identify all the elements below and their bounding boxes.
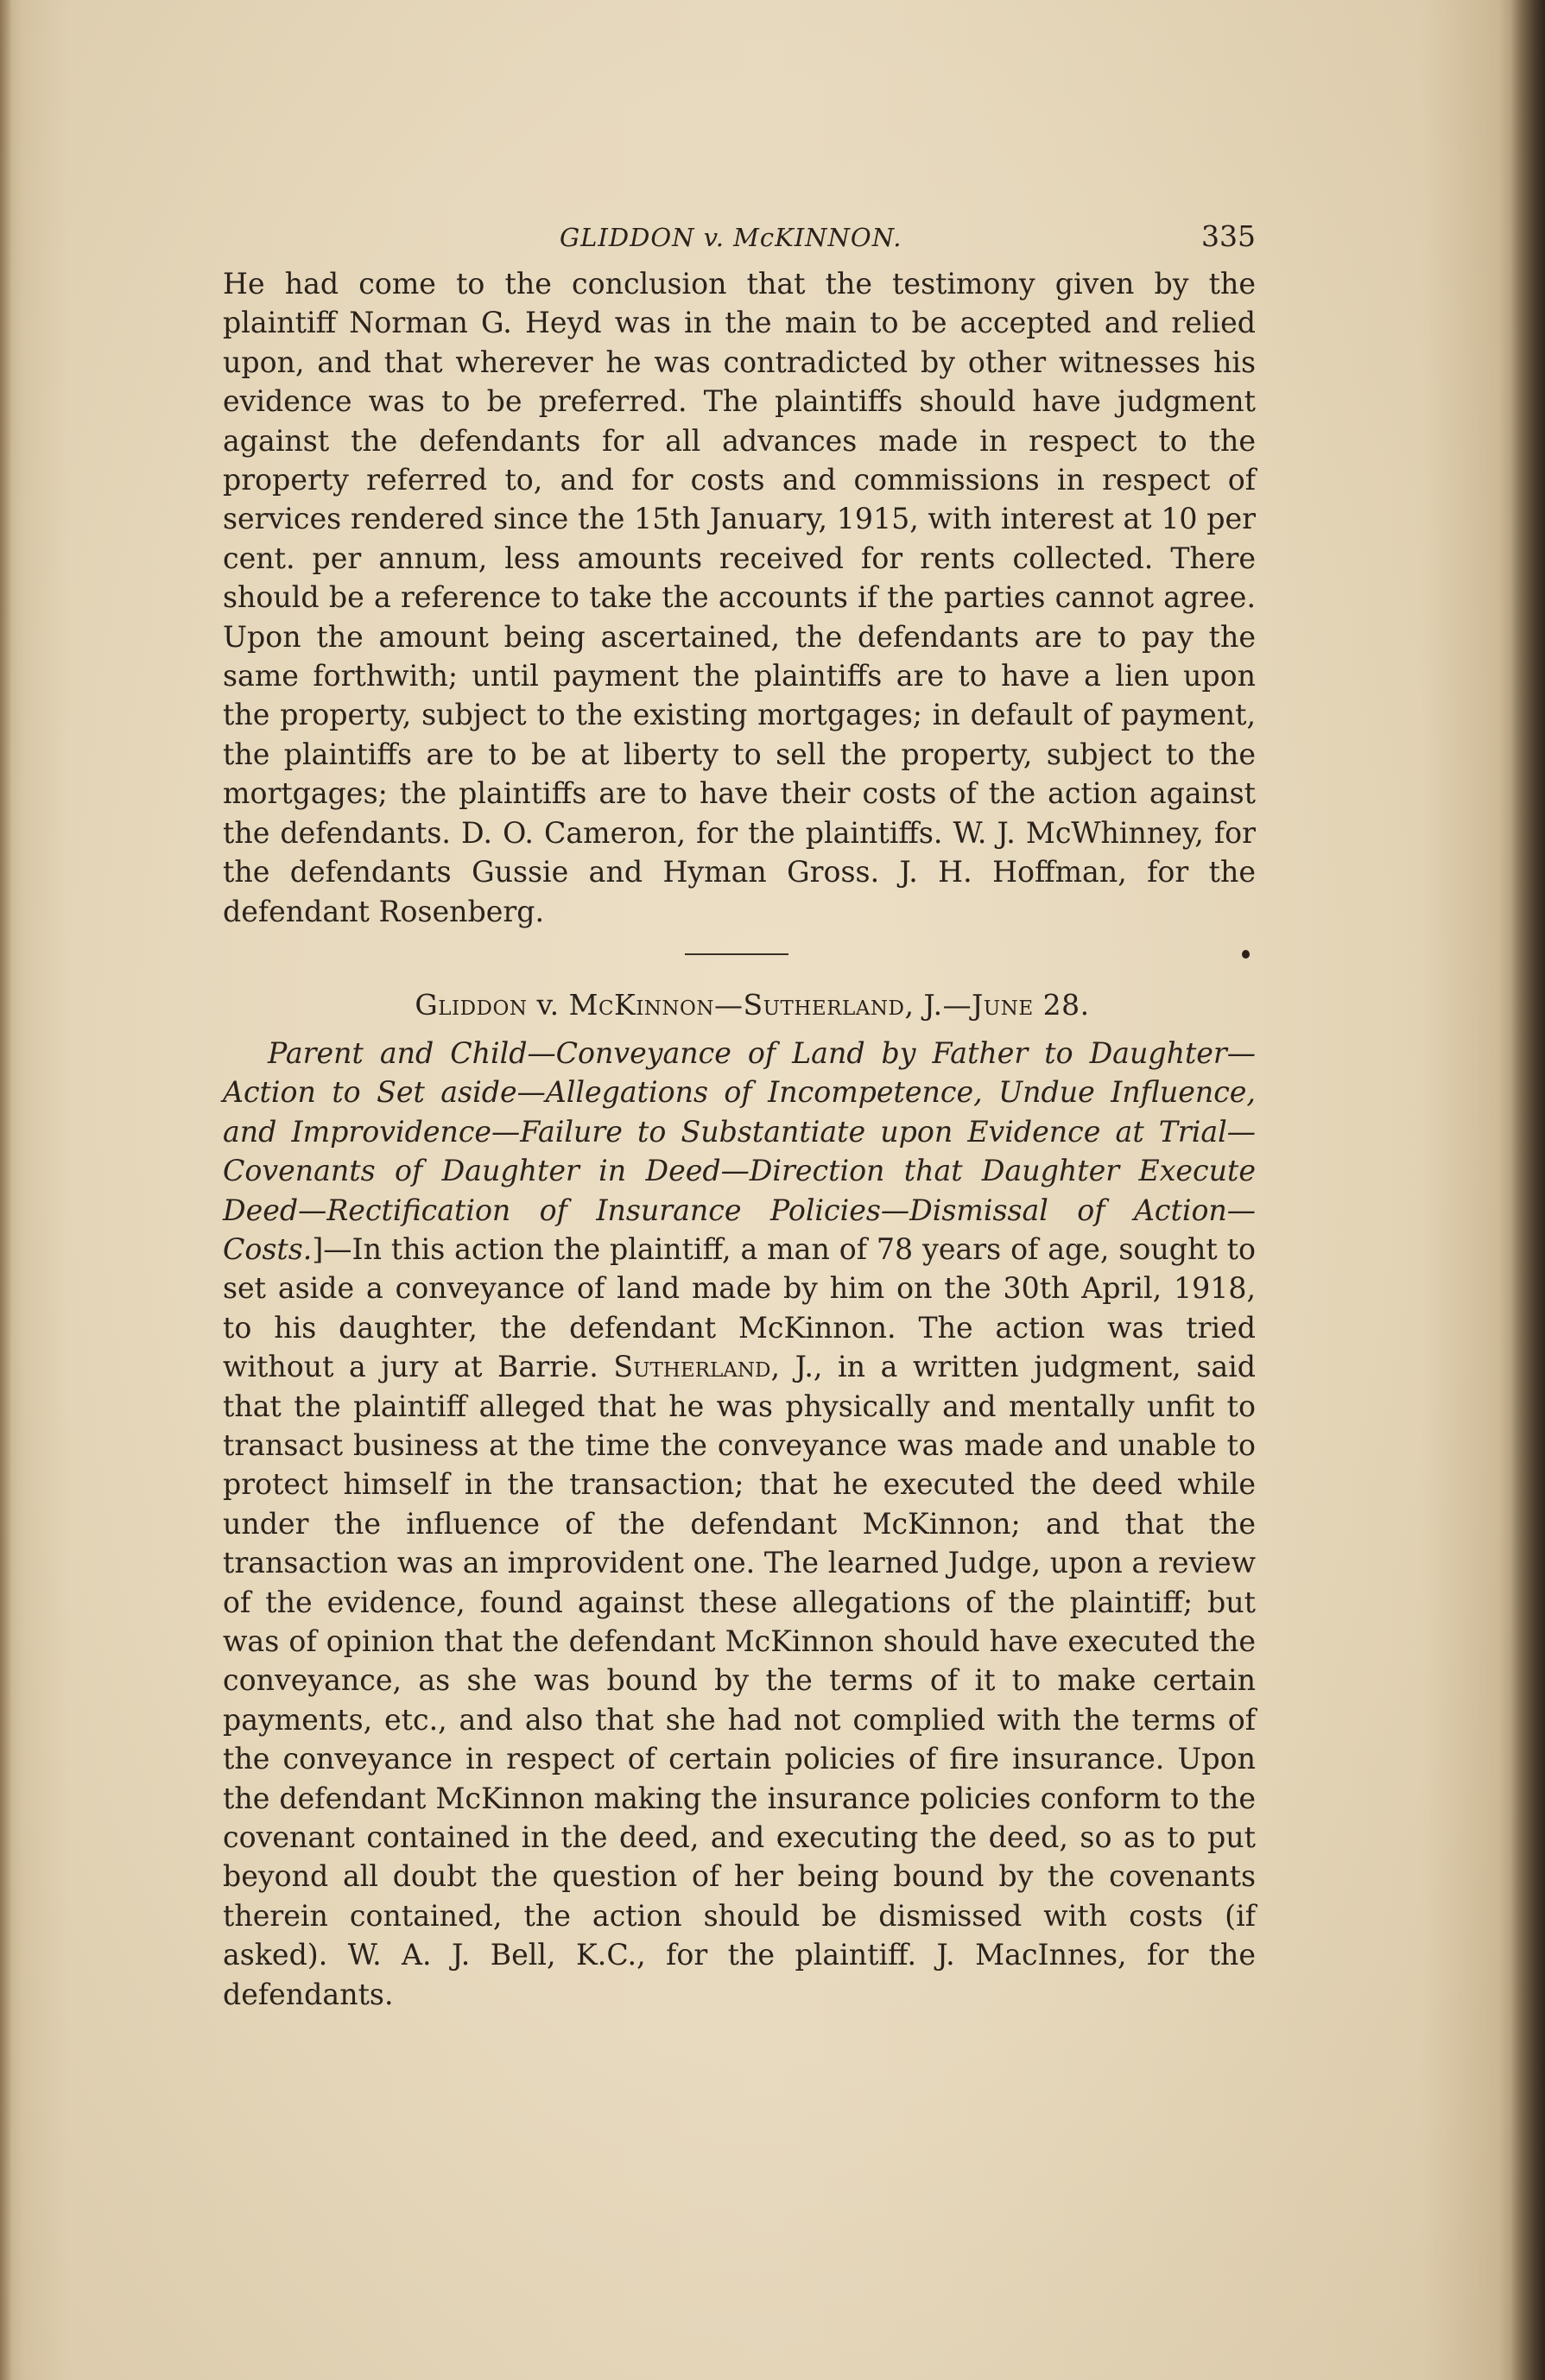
- ink-spot: [1242, 950, 1250, 959]
- section-divider: [685, 953, 788, 955]
- page-left-edge: [0, 0, 12, 2380]
- section-divider-row: [223, 931, 1256, 979]
- case-month: June: [972, 987, 1034, 1022]
- case-headnote: Parent and Child—Conveyance of Land by Father to Daughter—Action to Set aside—Allegations of Incompetence, Undue Influence, and Improvidence—Failure to Substantiate upon Evidence at Trial—Covenants of Daughter in Deed—Direction that Daughter Execute Deed—Rectification of Insurance Policies—Dismissal of Action—Costs.: [223, 1035, 1256, 1266]
- running-title: GLIDDON v. McKINNON.: [560, 223, 902, 252]
- page-number: 335: [1201, 219, 1256, 253]
- case-body-part-1: ]—In this action the plaintiff, a man of 78 years of age, sought to set aside a conveyance of land made by him on the 30th April, 1918, to his daughter, the defendant McKinnon. The action was tried without a jury at Barrie.: [223, 1231, 1256, 1384]
- case-party-2: McKinnon: [568, 987, 715, 1022]
- case-party-1: Gliddon: [415, 987, 528, 1022]
- case-judge-suffix: , J.—: [904, 987, 972, 1022]
- paragraph-continuation: [223, 264, 1256, 931]
- page-content: [223, 216, 1256, 2014]
- binding-shadow: [1510, 0, 1545, 2380]
- paragraph-1-text: He had come to the conclusion that the testimony given by the plaintiff Norman G. Heyd was in the main to be accepted and relied upon, and that wherever he was contradicted by other witnesses his evidence was to be preferred. The plaintiffs should have judgment against the defendants for all advances made in respect to the property referred to, and for costs and commissions in respect of services rendered since the 15th January, 1915, with interest at 10 per cent. per annum, less amounts received for rents collected. There should be a reference to take the accounts if the parties cannot agree. Upon the amount being ascertained, the defendants are to pay the same forthwith; until payment the plaintiffs are to have a lien upon the property, subject to the existing mortgages; in default of payment, the plaintiffs are to be at liberty to sell the property, subject to the mortgages; the plaintiffs are to have their costs of the action against the defendants. D. O. Cameron, for the plaintiffs. W. J. McWhinney, for the defendants Gussie and Hyman Gross. J. H. Hoffman, for the defendant Rosenberg.: [223, 267, 1256, 928]
- running-head: [223, 216, 1256, 264]
- case-day: 28.: [1033, 987, 1090, 1022]
- case-paragraph: [223, 1034, 1256, 2014]
- case-judge: Sutherland: [743, 987, 905, 1022]
- case-body-judge: Sutherland: [613, 1350, 771, 1384]
- case-heading: [223, 988, 1256, 1022]
- case-body-part-2: , J., in a written judgment, said that the plaintiff alleged that he was physically and mentally unfit to transact business at the time the conveyance was made and unable to protect himself in the transaction; that he executed the deed while under the influence of the defendant McKinnon; and that the transaction was an improvident one. The learned Judge, upon a review of the evidence, found against these allegations of the plaintiff; but was of opinion that the defendant McKinnon should have executed the conveyance, as she was bound by the terms of it to make certain payments, etc., and also that she had not complied with the terms of the conveyance in respect of certain policies of fire insurance. Upon the defendant McKinnon making the insurance policies conform to the covenant contained in the deed, and executing the deed, so as to put beyond all doubt the question of her being bound by the covenants therein contained, the action should be dismissed with costs (if asked). W. A. J. Bell, K.C., for the plaintiff. J. MacInnes, for the defendants.: [223, 1350, 1256, 2011]
- case-dash: —: [714, 987, 744, 1022]
- case-versus: v.: [527, 987, 569, 1022]
